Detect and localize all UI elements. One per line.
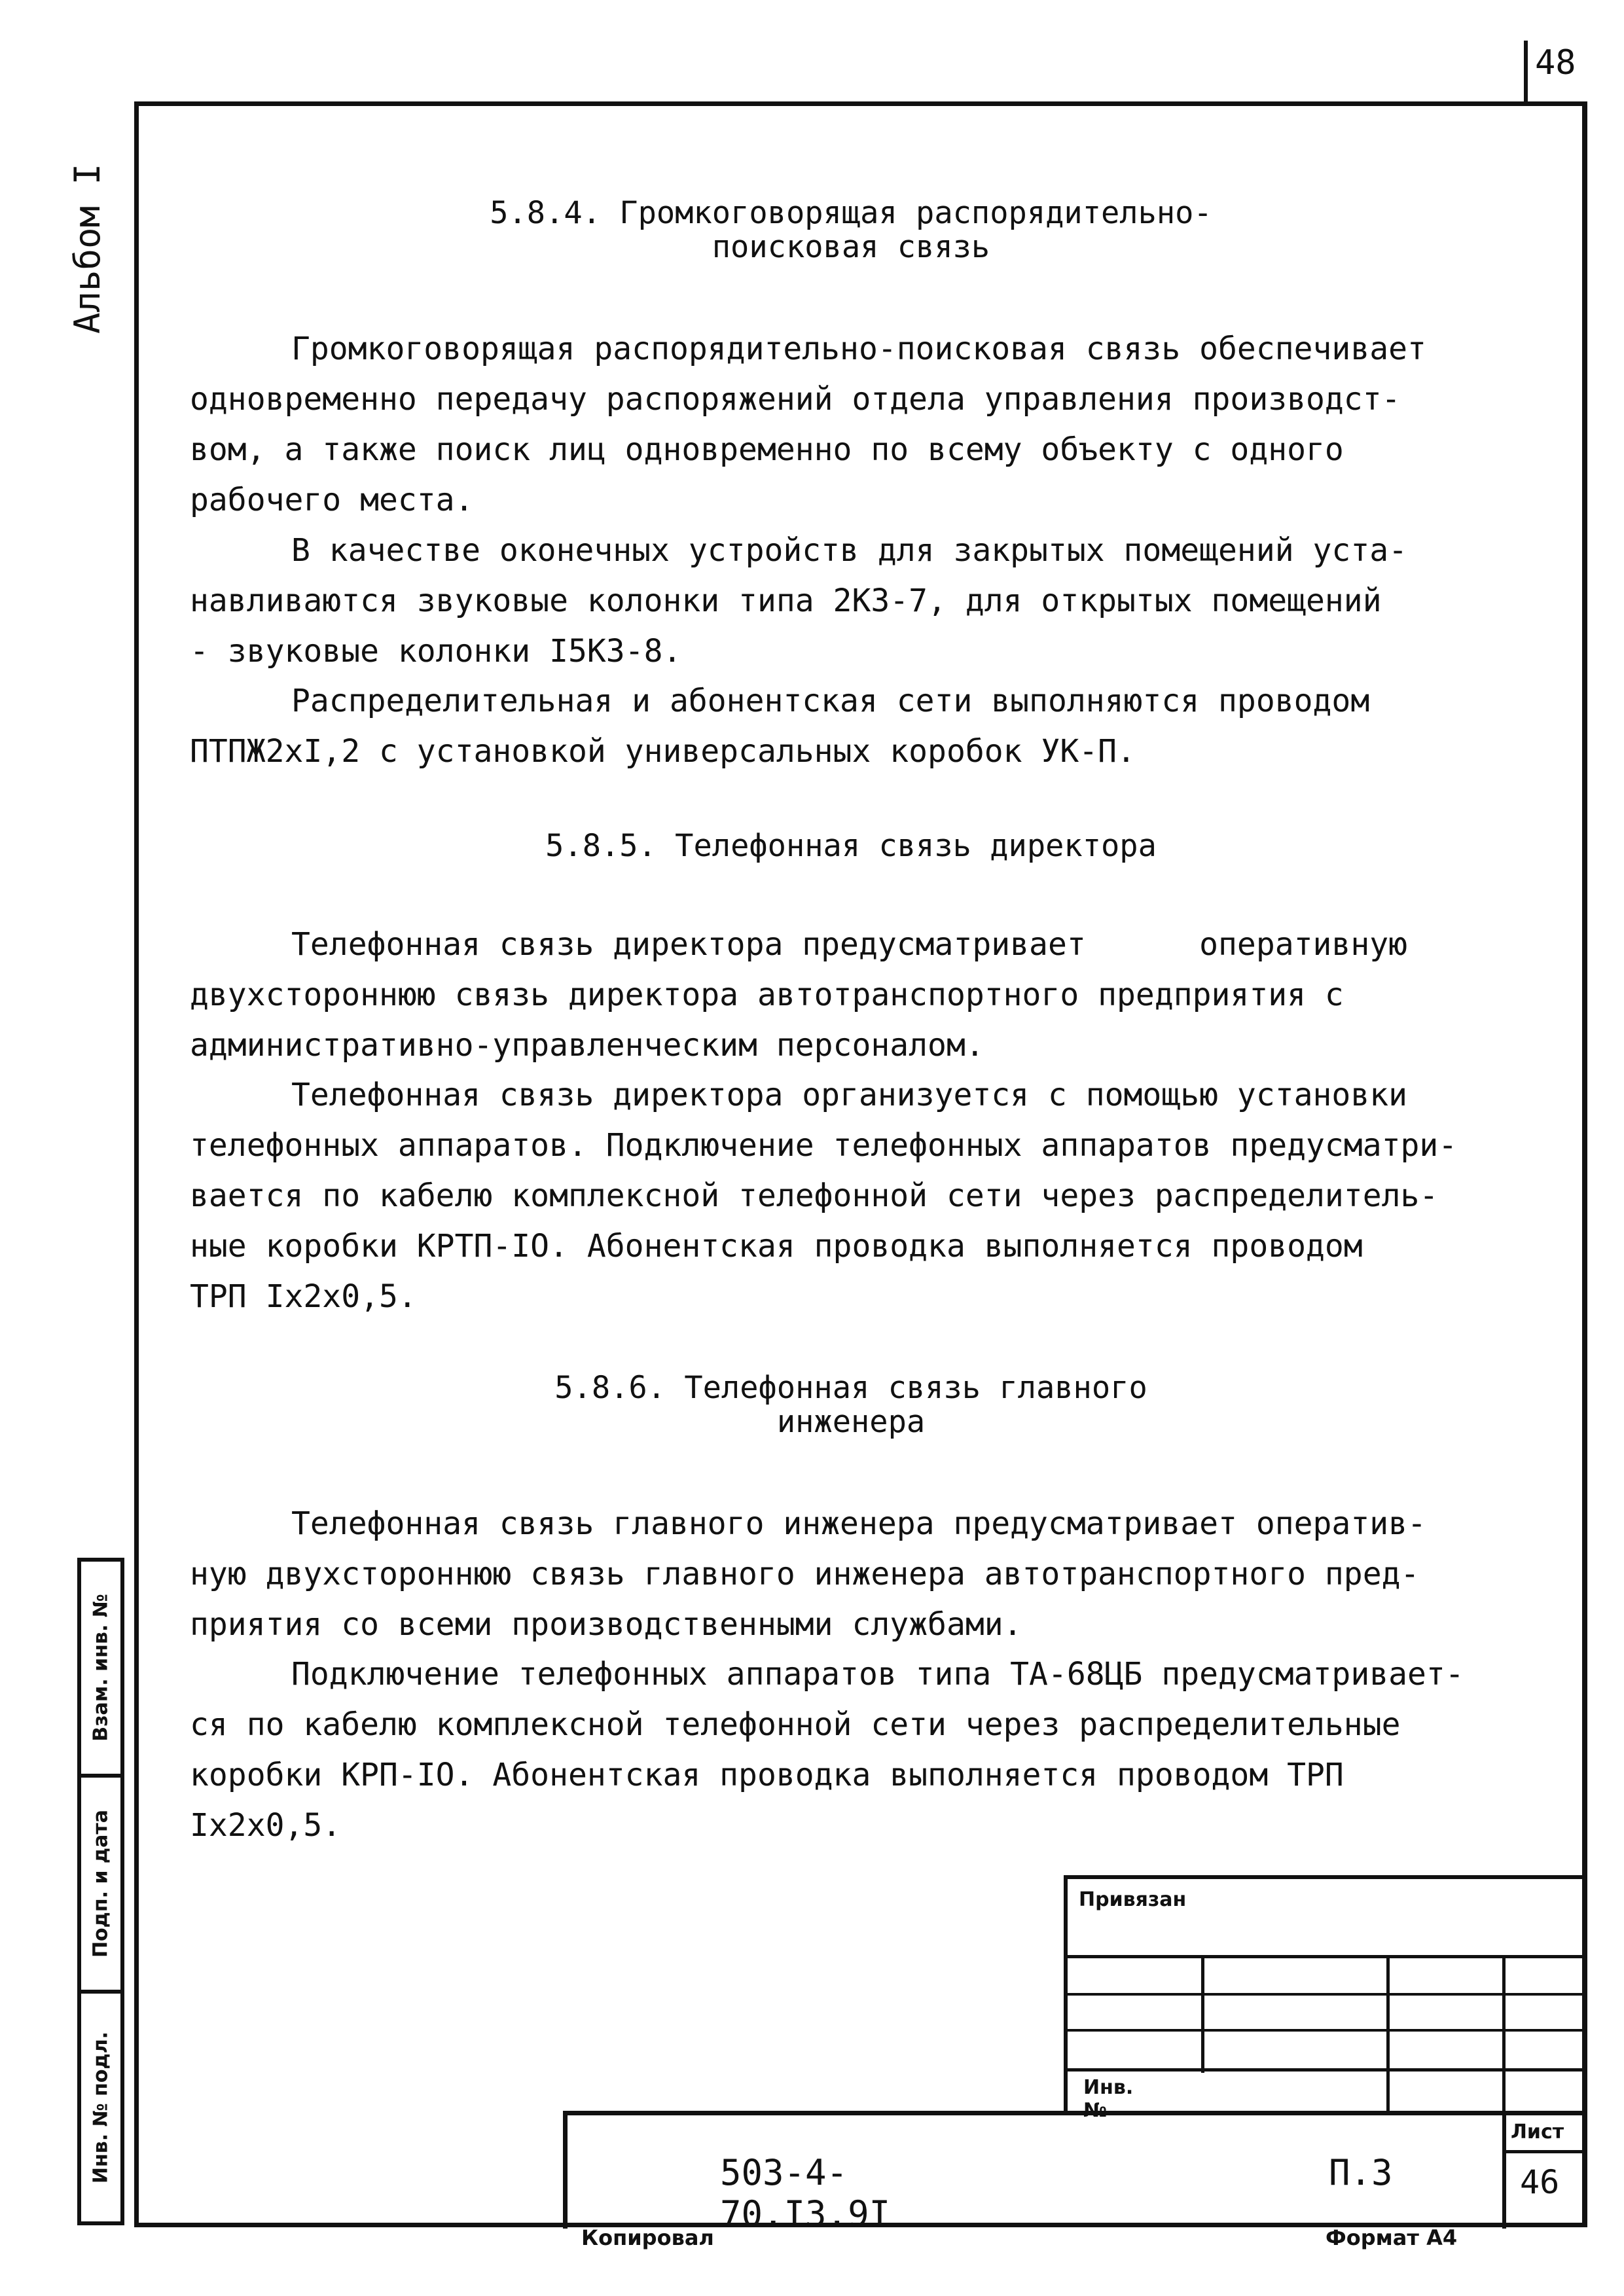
code-block	[563, 2111, 1587, 2229]
text-line: телефонных аппаратов. Подключение телефонных аппаратов предусматри-	[190, 1127, 1458, 1164]
text-line: ТРП Iх2х0,5.	[190, 1278, 417, 1315]
grid-line	[1502, 2150, 1587, 2153]
document-code: 503-4-70.I3.9I	[720, 2152, 891, 2234]
paragraph	[190, 1649, 1538, 1851]
section-heading-584	[367, 196, 1335, 264]
text-line: навливаются звуковые колонки типа 2КЗ-7, для открытых помещений	[190, 583, 1382, 619]
text-line: В качестве оконечных устройств для закрытых помещений уста-	[291, 532, 1408, 569]
text-line: ПТПЖ2хI,2 с установкой универсальных коробок УК-П.	[190, 733, 1136, 770]
sheet-number: 46	[1520, 2163, 1560, 2201]
binding-label: Привязан	[1079, 1888, 1187, 1911]
text-line: Телефонная связь главного инженера предусматривает оператив-	[291, 1505, 1426, 1542]
text-line: Подключение телефонных аппаратов типа ТА-68ЦБ предусматривает-	[291, 1656, 1464, 1693]
text-line: Распределительная и абонентская сети выполняются проводом	[291, 683, 1370, 719]
text-line: Телефонная связь директора организуется с помощью установки	[291, 1077, 1408, 1113]
text-line: вается по кабелю комплексной телефонной сети через распределитель-	[190, 1177, 1439, 1214]
paragraph	[190, 526, 1538, 677]
grid-line	[1386, 1955, 1390, 2112]
copied-by-label: Копировал	[581, 2225, 714, 2250]
grid-line	[1064, 2068, 1587, 2072]
section-heading-585	[367, 829, 1335, 863]
text-line: приятия со всеми производственными службами.	[190, 1606, 1022, 1643]
heading-line: поисковая связь	[712, 229, 990, 265]
format-label: Формат A4	[1326, 2225, 1458, 2250]
grid-line	[1064, 2029, 1587, 2032]
sheet-label: Лист	[1511, 2121, 1564, 2144]
text-line: коробки КРП-IO. Абонентская проводка выполняется проводом ТРП	[190, 1757, 1344, 1793]
grid-line	[1502, 1955, 1506, 2112]
grid-line	[1201, 1955, 1204, 2073]
left-stamp-replace-label: Взам. инв. №	[89, 1594, 113, 1742]
grid-line	[1064, 1993, 1587, 1996]
left-stamp-cell-replace	[81, 1562, 120, 1778]
section-heading-586	[367, 1371, 1335, 1439]
text-line: ные коробки КРТП-IO. Абонентская проводка выполняется проводом	[190, 1228, 1363, 1265]
album-code: П.3	[1329, 2152, 1393, 2193]
grid-line	[1502, 2111, 1506, 2229]
paragraph	[190, 1499, 1538, 1650]
heading-line: 5.8.4. Громкоговорящая распорядительно-	[490, 195, 1212, 231]
grid-line	[1064, 1955, 1587, 1958]
paragraph	[190, 676, 1538, 777]
paragraph	[190, 1070, 1538, 1322]
left-stamp-cell-inv	[81, 1994, 120, 2221]
heading-line: 5.8.5. Телефонная связь директора	[545, 828, 1157, 864]
text-line: ную двухстороннюю связь главного инженера автотранспортного пред-	[190, 1556, 1420, 1592]
album-label: Альбом I	[67, 163, 108, 334]
heading-line: инженера	[776, 1404, 926, 1440]
text-line: Громкоговорящая распорядительно-поисковая связь обеспечивает	[291, 331, 1426, 367]
text-line: рабочего места.	[190, 482, 474, 518]
text-line: Телефонная связь директора предусматривает оперативную	[291, 926, 1408, 963]
paragraph	[190, 920, 1538, 1071]
heading-line: 5.8.6. Телефонная связь главного	[554, 1370, 1147, 1406]
page-number: 48	[1535, 43, 1576, 82]
text-line: двухстороннюю связь директора автотранспортного предприятия с	[190, 977, 1344, 1013]
left-stamp-strip	[77, 1558, 124, 2225]
text-line: Iх2х0,5.	[190, 1807, 342, 1844]
text-line: вом, а также поиск лиц одновременно по всему объекту с одного	[190, 431, 1344, 468]
inventory-label: Инв. №	[1083, 2076, 1134, 2122]
text-line: ся по кабелю комплексной телефонной сети через распределительные	[190, 1706, 1401, 1743]
text-line: - звуковые колонки I5КЗ-8.	[190, 633, 682, 670]
left-stamp-sign-label: Подп. и дата	[89, 1809, 113, 1958]
text-line: административно-управленческим персоналом.	[190, 1027, 984, 1064]
paragraph	[190, 324, 1538, 526]
left-stamp-inv-label: Инв. № подл.	[89, 2031, 113, 2184]
text-line: одновременно передачу распоряжений отдела управления производст-	[190, 381, 1401, 418]
page-number-mark	[1524, 41, 1528, 106]
left-stamp-cell-sign	[81, 1778, 120, 1994]
